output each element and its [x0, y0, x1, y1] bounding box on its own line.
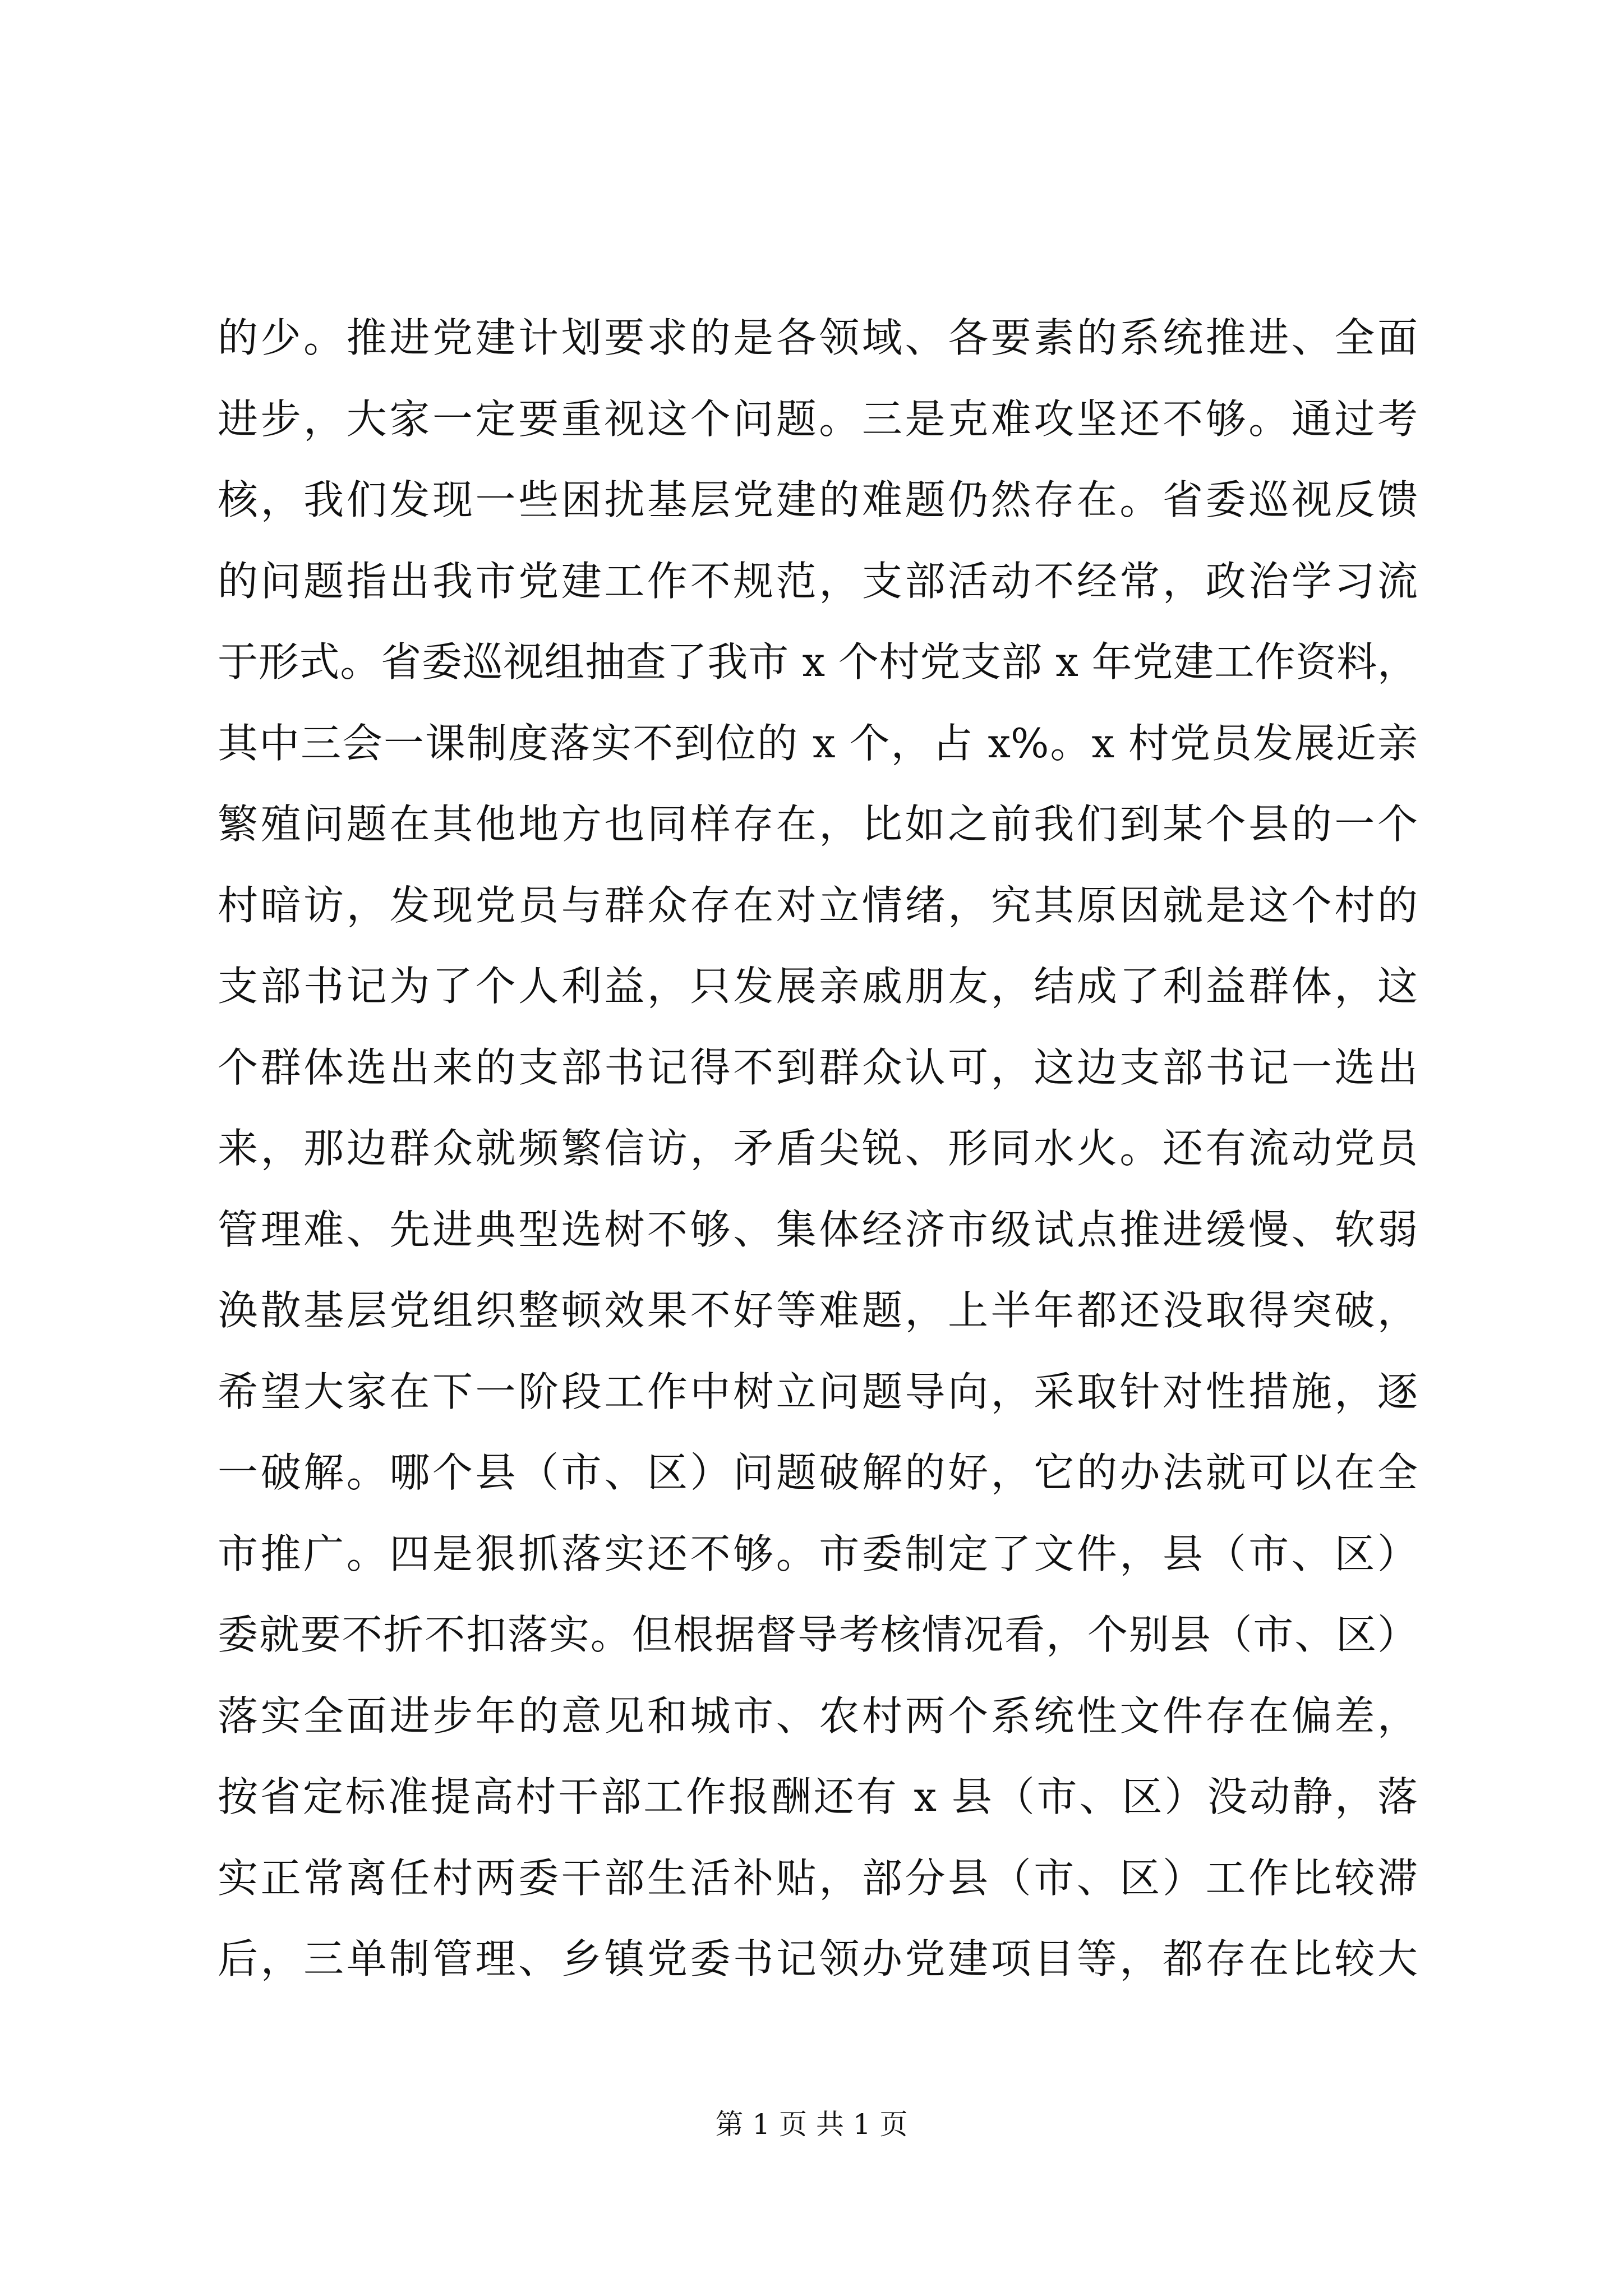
- text-line: 市推广。四是狠抓落实还不够。市委制定了文件，县（市、区）: [218, 1530, 1418, 1577]
- text-line: 落实全面进步年的意见和城市、农村两个系统性文件存在偏差，: [218, 1692, 1418, 1740]
- text-line: 于形式。省委巡视组抽查了我市 x 个村党支部 x 年党建工作资料，: [218, 638, 1418, 685]
- text-line: 希望大家在下一阶段工作中树立问题导向，采取针对性措施，逐: [218, 1368, 1418, 1415]
- text-line: 涣散基层党组织整顿效果不好等难题，上半年都还没取得突破，: [218, 1287, 1418, 1334]
- text-line: 实正常离任村两委干部生活补贴，部分县（市、区）工作比较滞: [218, 1854, 1418, 1902]
- text-line: 核，我们发现一些困扰基层党建的难题仍然存在。省委巡视反馈: [218, 476, 1418, 523]
- text-line: 繁殖问题在其他地方也同样存在，比如之前我们到某个县的一个: [218, 800, 1418, 848]
- text-line: 个群体选出来的支部书记得不到群众认可，这边支部书记一选出: [218, 1043, 1418, 1091]
- text-line: 按省定标准提高村干部工作报酬还有 x 县（市、区）没动静，落: [218, 1773, 1418, 1820]
- text-line: 的少。推进党建计划要求的是各领域、各要素的系统推进、全面: [218, 314, 1418, 361]
- text-line: 其中三会一课制度落实不到位的 x 个，占 x%。x 村党员发展近亲: [218, 719, 1418, 767]
- text-line: 来，那边群众就频繁信访，矛盾尖锐、形同水火。还有流动党员: [218, 1125, 1418, 1172]
- text-line: 进步，大家一定要重视这个问题。三是克难攻坚还不够。通过考: [218, 395, 1418, 443]
- text-line: 村暗访，发现党员与群众存在对立情绪，究其原因就是这个村的: [218, 881, 1418, 929]
- text-line: 管理难、先进典型选树不够、集体经济市级试点推进缓慢、软弱: [218, 1205, 1418, 1253]
- text-line: 委就要不折不扣落实。但根据督导考核情况看，个别县（市、区）: [218, 1611, 1418, 1658]
- body-text: [218, 297, 1418, 2000]
- text-line: 的问题指出我市党建工作不规范，支部活动不经常，政治学习流: [218, 557, 1418, 605]
- text-line: 后，三单制管理、乡镇党委书记领办党建项目等，都存在比较大: [218, 1935, 1418, 1982]
- text-line: 一破解。哪个县（市、区）问题破解的好，它的办法就可以在全: [218, 1449, 1418, 1496]
- page-footer: 第 1 页 共 1 页: [715, 2108, 908, 2141]
- text-line: 支部书记为了个人利益，只发展亲戚朋友，结成了利益群体，这: [218, 963, 1418, 1010]
